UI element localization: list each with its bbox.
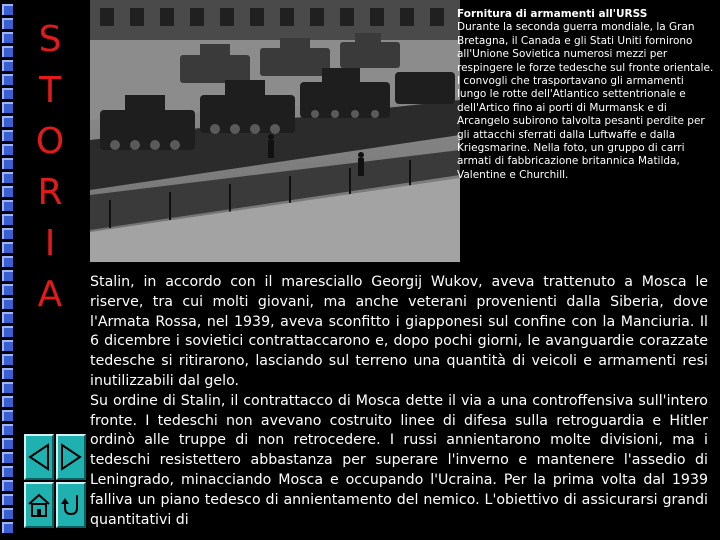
decorative-square xyxy=(2,466,13,477)
arrow-right-icon xyxy=(60,443,82,471)
body-paragraph: Stalin, in accordo con il maresciallo Georgij Wukov, aveva trattenuto a Mosca le riserve, tra cui molti giovani, ma anche veterani provenienti dalla Siberia, dove l'Armata Rossa, nel 1939, aveva sconfitto i giapponesi sul confine con la Manciuria. Il 6 dicembre i sovietici contrattaccarono e, dopo pochi giorni, le avanguardie corazzate tedesche si ritirarono, lasciando sul terreno una quantità di veicoli e armamenti resi inutilizzabili dal gelo. xyxy=(90,274,708,389)
main-article-text xyxy=(90,273,708,530)
previous-page-button[interactable] xyxy=(24,434,54,480)
decorative-square xyxy=(2,452,13,463)
decorative-square xyxy=(2,4,13,15)
title-letter: T xyxy=(39,70,61,111)
decorative-square xyxy=(2,340,13,351)
decorative-square xyxy=(2,200,13,211)
decorative-square xyxy=(2,354,13,365)
photo-caption xyxy=(457,8,715,182)
decorative-square xyxy=(2,424,13,435)
decorative-square xyxy=(2,494,13,505)
decorative-square xyxy=(2,256,13,267)
title-letter: A xyxy=(37,274,63,315)
decorative-square xyxy=(2,158,13,169)
decorative-square xyxy=(2,508,13,519)
next-page-button[interactable] xyxy=(56,434,86,480)
decorative-square xyxy=(2,438,13,449)
decorative-square xyxy=(2,144,13,155)
decorative-square xyxy=(2,396,13,407)
return-icon xyxy=(59,492,83,518)
decorative-square xyxy=(2,172,13,183)
return-button[interactable] xyxy=(56,482,86,528)
decorative-square xyxy=(2,242,13,253)
decorative-square xyxy=(2,284,13,295)
decorative-square xyxy=(2,102,13,113)
square-pattern xyxy=(2,4,18,533)
photo-illustration xyxy=(90,0,460,262)
caption-title: Fornitura di armamenti all'URSS xyxy=(457,8,648,20)
decorative-sidebar xyxy=(0,0,22,540)
vertical-section-title xyxy=(30,14,70,320)
decorative-square xyxy=(2,228,13,239)
decorative-square xyxy=(2,298,13,309)
arrow-left-icon xyxy=(28,443,50,471)
decorative-square xyxy=(2,312,13,323)
decorative-square xyxy=(2,186,13,197)
body-paragraph: Su ordine di Stalin, il contrattacco di Mosca dette il via a una controffensiva sull'intero fronte. I tedeschi non avevano costruito linee di difesa sulla retroguardia e Hitler ordinò alle truppe di non retrocedere. I russi annientarono molte divisioni, ma i tedeschi resistettero abbastanza per superare l'inverno e mantenere l'assedio di Leningrado, minacciando Mosca e occupando l'Ucraina. Per la prima volta dal 1939 falliva un piano tedesco di annientamento del nemico. L'obiettivo di assicurarsi grandi quantitativi di xyxy=(90,392,708,528)
decorative-square xyxy=(2,18,13,29)
home-button[interactable] xyxy=(24,482,54,528)
decorative-square xyxy=(2,60,13,71)
tanks-on-train-photo xyxy=(90,0,460,262)
title-letter: I xyxy=(44,223,56,264)
title-letter: R xyxy=(37,172,63,213)
decorative-square xyxy=(2,46,13,57)
decorative-square xyxy=(2,522,13,533)
decorative-square xyxy=(2,116,13,127)
decorative-square xyxy=(2,270,13,281)
caption-text: Durante la seconda guerra mondiale, la Gran Bretagna, il Canada e gli Stati Uniti fornirono all'Unione Sovietica numerosi mezzi per respingere le forze tedesche sul fronte orientale. I convogli che trasportavano gli armamenti lungo le rotte dell'Atlantico settentrionale e dell'Artico fino ai porti di Murmansk e di Arcangelo subirono talvolta pesanti perdite per gli attacchi sferrati dalla Luftwaffe e dalla Kriegsmarine. Nella foto, un gruppo di carri armati di fabbricazione britannica Matilda, Valentine e Churchill. xyxy=(457,21,714,181)
decorative-square xyxy=(2,382,13,393)
decorative-square xyxy=(2,214,13,225)
decorative-square xyxy=(2,410,13,421)
title-letter: O xyxy=(35,121,65,162)
title-letter: S xyxy=(38,19,62,60)
home-icon xyxy=(27,492,51,518)
decorative-square xyxy=(2,480,13,491)
decorative-square xyxy=(2,130,13,141)
decorative-square xyxy=(2,326,13,337)
decorative-square xyxy=(2,88,13,99)
decorative-square xyxy=(2,74,13,85)
decorative-square xyxy=(2,368,13,379)
decorative-square xyxy=(2,32,13,43)
